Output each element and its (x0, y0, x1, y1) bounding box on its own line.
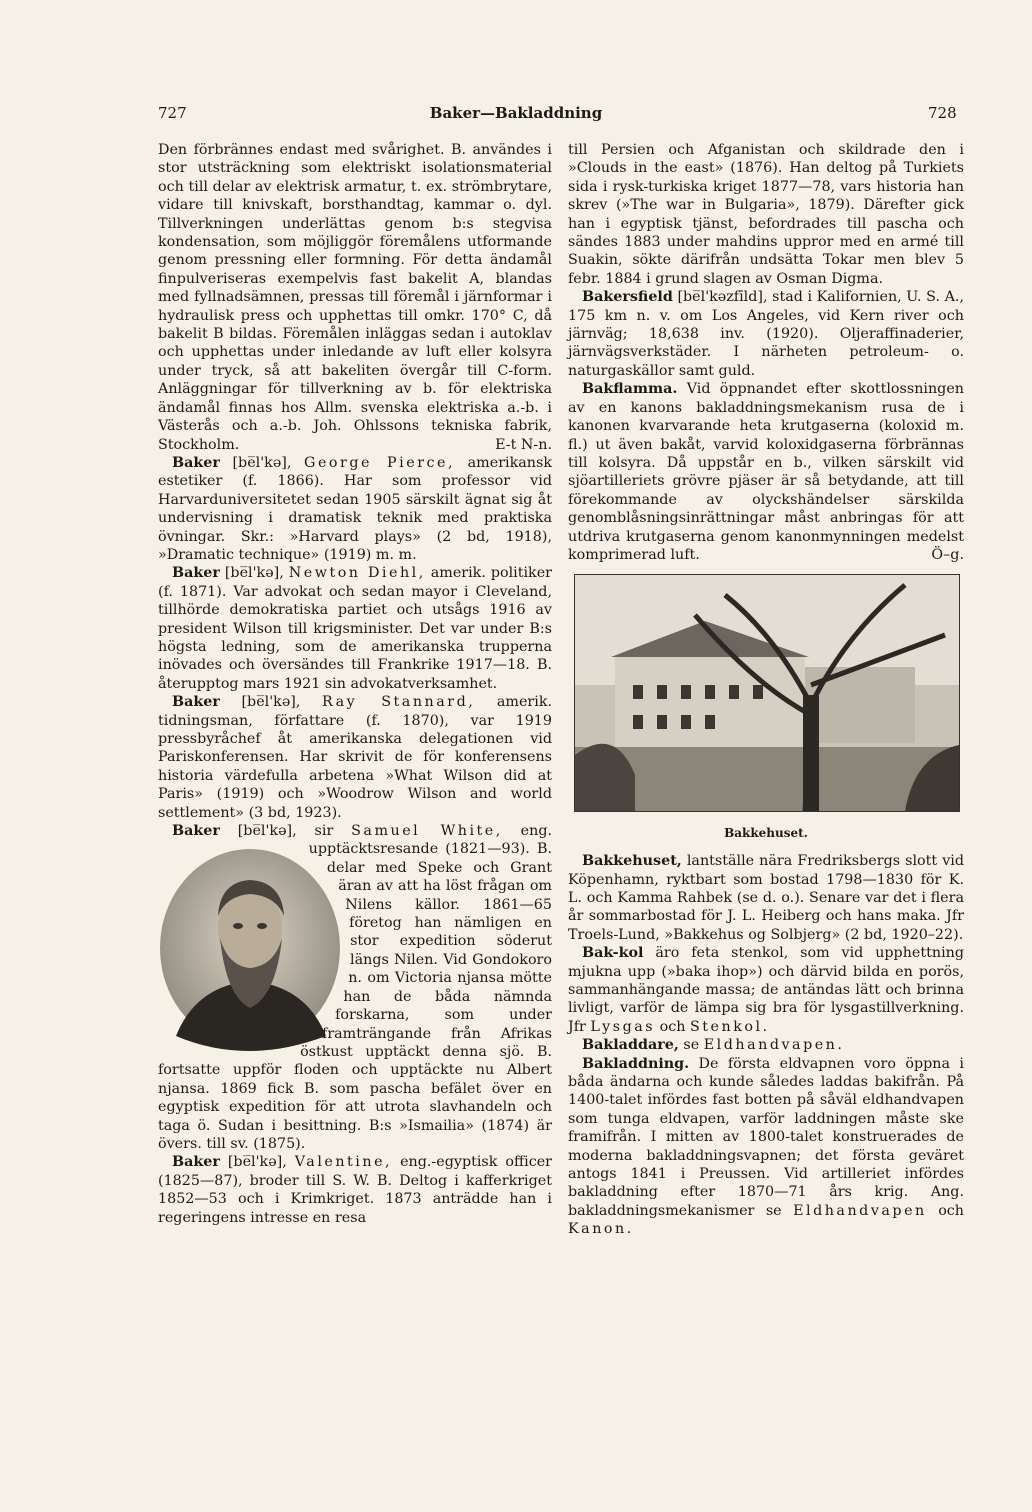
entry-bak-kol: Bak-kol äro feta stenkol, som vid upphettning mjukna upp (»baka ihop») och därvid bilda en porös, sammanhängande massa; de antändas lätt och brinna livligt, varför de lämpa sig bra för lysgastillverkning. Jfr Lysgas och Stenkol. (568, 945, 965, 1035)
photo-bakkehuset (574, 574, 960, 812)
photo-caption: Bakkehuset. (724, 825, 808, 840)
entry-bakladdare: Bakladdare, se Eldhandvapen. (582, 1037, 845, 1054)
left-column (158, 141, 552, 1227)
right-page-number: 728 (928, 104, 957, 122)
running-head: Baker—Bakladdning (429, 104, 603, 122)
right-column (568, 141, 964, 1239)
entry-baker-valentine: Baker [be̅l'kə], Valentine, eng.-egyptisk officer (1825—87), broder till S. W. B. Deltog i kafferkriget 1852—53 och i Krimkriget. 1873 anträdde han i regeringens intresse en resa (158, 1154, 553, 1226)
entry-baker-george: Baker [be̅l'kə], George Pierce, amerikansk estetiker (f. 1866). Har som professor vid Harvarduniversitetet sedan 1905 särskilt ägnat sig åt undervisning i dramatisk teknik med praktiska övningar. Skr.: »Harvard plays» (2 bd, 1918), »Dramatic technique» (1919) m. m. (158, 454, 552, 563)
portrait-samuel-baker (156, 846, 344, 1051)
left-page-number: 727 (158, 104, 187, 122)
entry-bakersfield: Bakersfield [be̅l'kəzfīld], stad i Kalifornien, U. S. A., 175 km n. v. om Los Angeles, vid Kern river och järnväg; 18,638 inv. (1920). Oljeraffinaderier, järnvägsverkstäder. I närheten petroleum- o. naturgaskällor samt guld. (568, 289, 964, 379)
entry-bakladdning: Bakladdning. De första eldvapnen voro öppna i båda ändarna och kunde således laddas bakifrån. På 1400-talet infördes fast botten på såväl eldhandvapen som tunga eldvapen, varför laddningen måste ske framifrån. I mitten av 1800-talet konstruerades de moderna bakladdningsvapnen; det första geväret antogs 1841 i Preussen. Vid artilleriet infördes bakladdning efter 1870—71 års krig. Ang. bakladdningsmekanismer se Eldhandvapen och Kanon. (568, 1055, 965, 1238)
entry-bakkehuset: Bakkehuset, lantställe nära Fredriksbergs slott vid Köpenhamn, ryktbart som bostad 1798—1830 för K. L. och Kamma Rahbek (se d. o.). Senare var det i flera år sommarbostad för J. L. Heiberg och hans maka. Jfr Troels-Lund, »Bakkehus og Solbjerg» (2 bd, 1920–22). (568, 853, 964, 943)
entry-baker-samuel: Baker [be̅l'kə], sir Samuel White, eng. upptäcktsresande (1821—93). B. delar med Speke och Grant äran av att ha löst frågan om Nilens källor. 1861—65 företog han nämligen en stor expedition söderut längs Nilen. Vid Gondokoro n. om Victoria njansa mötte han de båda nämnda forskarna, som under framträngande från Afrikas östkust upptäckt denna sjö. B. fortsatte uppför floden och upptäckte nu Albert njansa. 1869 fick B. som pascha befälet över en egyptisk expedition för att utrota slavhandeln och taga ö. Sudan i besittning. B:s »Ismailia» (1874) är övers. till sv. (1875). (158, 823, 553, 1152)
entry-baker-ray: Baker [be̅l'kə], Ray Stannard, amerik. tidningsman, författare (f. 1870), var 1919 pressbyråchef åt amerikanska delegationen vid Pariskonferensen. Har skrivit de för konferensens historia värdefulla arbetena »What Wilson did at Paris» (1919) och »Woodrow Wilson and world settlement» (3 bd, 1923). (158, 694, 553, 821)
entry-bakflamma: Bakflamma. Vid öppnandet efter skottlossningen av en kanons bakladdningsmekanism rusa de i kanonen kvarvarande heta krutgaserna (koloxid m. fl.) ut även bakåt, varvid koloxidgaserna förbrännas till kolsyra. Då uppstår en b., vilken särskilt vid sjöartilleriets grövre pjäser är så betydande, att till förekommande av olyckshändelser särskilda genomblåsningsinrättningar måst anbringas för att utdriva krutgaserna genom kanonmynningen medelst komprimerad luft. Ö–g. (568, 381, 965, 563)
entry-baker-newton: Baker [be̅l'kə], Newton Diehl, amerik. politiker (f. 1871). Var advokat och sedan mayor i Cleveland, tillhörde demokratiska partiet och utsågs 1916 av president Wilson till krigsminister. Det var under B:s högsta ledning, som de amerikanska trupperna inövades och översändes till Frankrike 1917—18. B. återupptog mars 1921 sin advokatverksamhet. (158, 565, 553, 692)
entry-baker-valentine-cont: till Persien och Afganistan och skildrade den i »Clouds in the east» (1876). Han deltog på Turkiets sida i rysk-turkiska kriget 1877—78, vars historia han skrev (»The war in Bulgaria», 1879). Därefter gick han i egyptisk tjänst, befordrades till pascha och sändes 1883 under mahdins uppror med en armé till Suakin, sökte därifrån undsätta Tokar men blev 5 febr. 1884 i grund slagen av Osman Digma. (568, 142, 964, 287)
entry-bakelit-cont: Den förbrännes endast med svårighet. B. användes i stor utsträckning som elektriskt isolationsmaterial och till delar av elektrisk armatur, t. ex. strömbrytare, vidare till knivskaft, borsthandtag, kammar o. dyl. Tillverkningen underlättas genom b:s stegvisa kondensation, som möjliggör föremålens utformande genom pressning eller formning. För detta ändamål finpulveriseras exempelvis fast bakelit A, blandas med fyllnadsämnen, pressas till föremål i järnformar i hydraulisk press och upphettas till omkr. 170° C, då bakelit B bildas. Föremålen inläggas sedan i autoklav och upphettas under inledande av luft eller kolsyra under tryck, så att bakeliten övergår till C-form. Anläggningar för tillverkning av b. för elektriska ändamål finnas hos Allm. svenska elektriska a.-b. i Västerås och a.-b. Joh. Ohlssons tekniska fabrik, Stockholm. E-t N-n. (158, 142, 552, 453)
